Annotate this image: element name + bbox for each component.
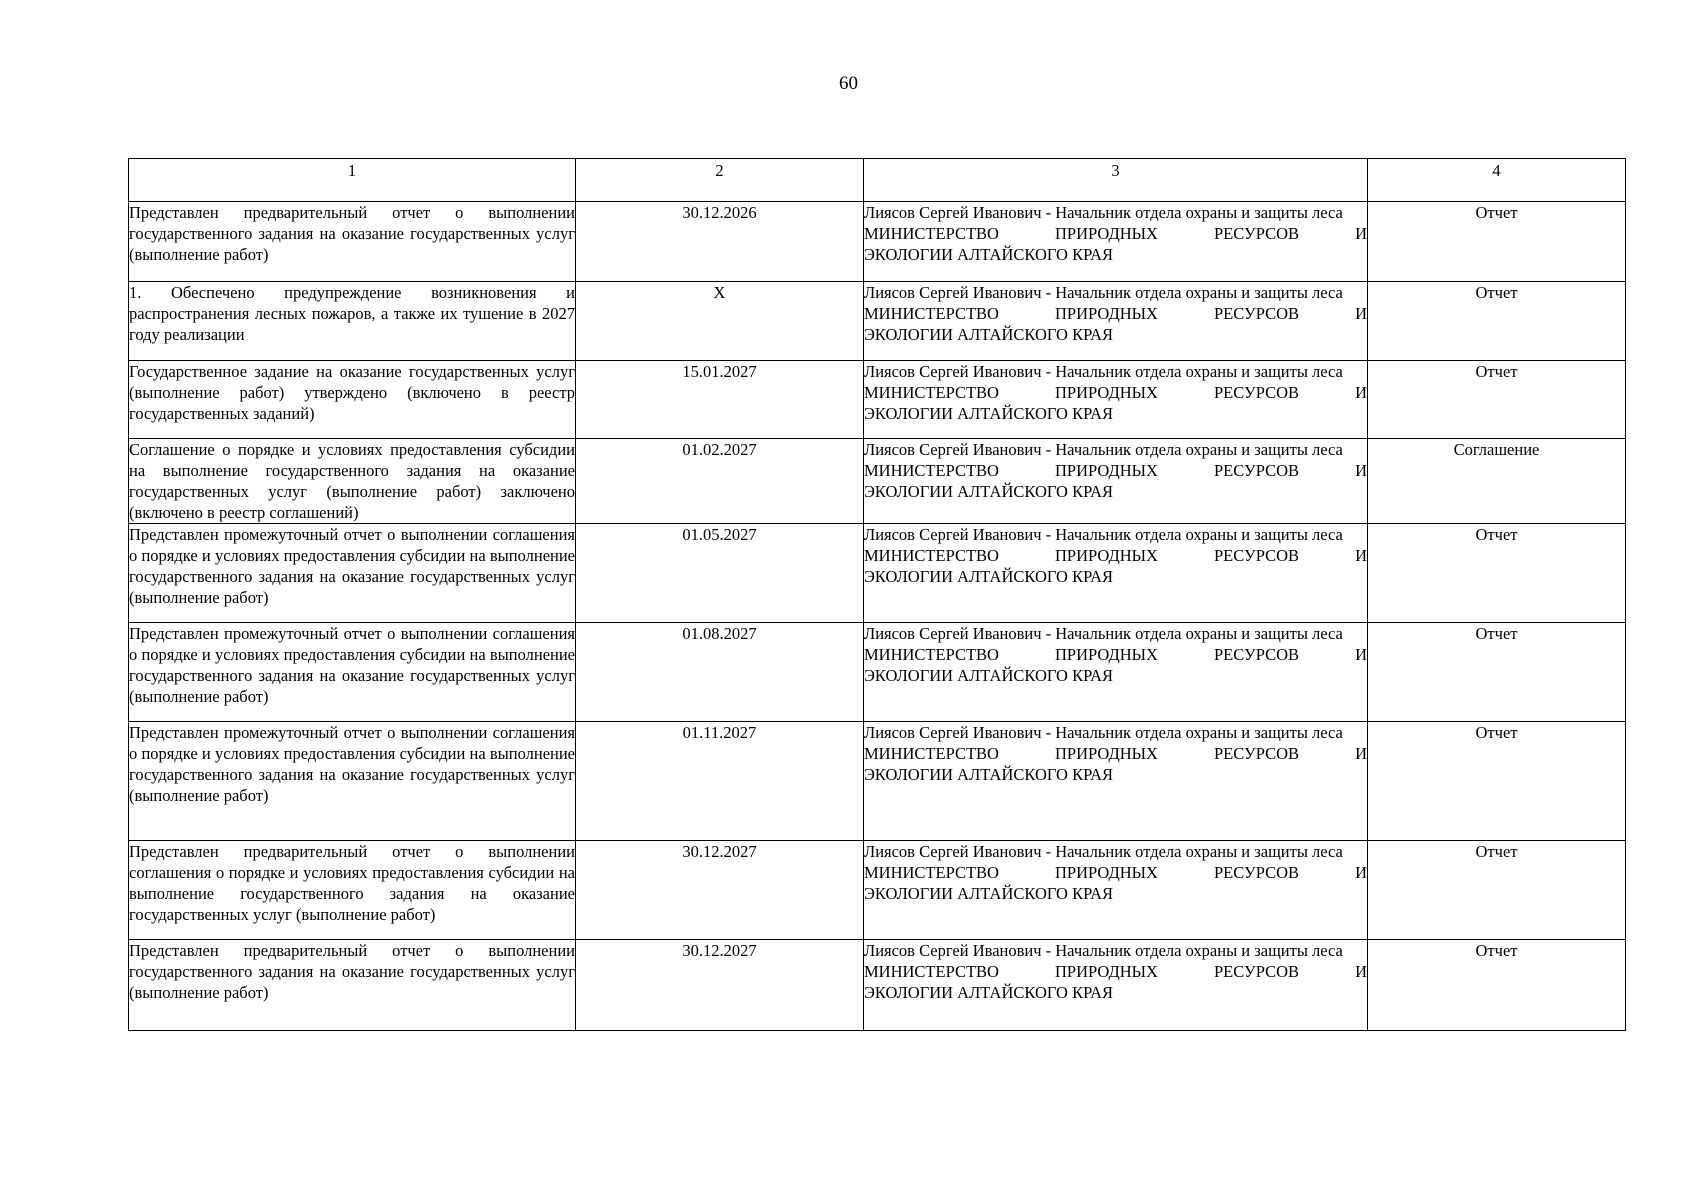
organization-word: РЕСУРСОВ — [1214, 962, 1300, 981]
organization-word: И — [1355, 863, 1367, 882]
organization-word: ПРИРОДНЫХ — [1055, 863, 1158, 882]
table-row — [129, 282, 1626, 361]
organization-line-2: ЭКОЛОГИИ АЛТАЙСКОГО КРАЯ — [864, 567, 1114, 586]
responsible-person-cell — [864, 282, 1368, 361]
deadline-date-cell: X — [576, 282, 864, 361]
result-type-cell: Отчет — [1368, 282, 1626, 361]
event-description-cell: Соглашение о порядке и условиях предоставления субсидии на выполнение государственного задания на оказание государственных услуг (выполнение работ) заключено (включено в реестр соглашений) — [129, 440, 575, 522]
event-description-cell: Представлен предварительный отчет о выполнении государственного задания на оказание государственных услуг (выполнение работ) — [129, 940, 576, 1031]
organization-word: МИНИСТЕРСТВО — [864, 383, 999, 402]
organization-word: И — [1355, 224, 1367, 243]
deadline-date-cell: 15.01.2027 — [576, 361, 864, 439]
column-header-4: 4 — [1368, 159, 1626, 202]
organization-word: МИНИСТЕРСТВО — [864, 962, 999, 981]
responsible-person-cell — [864, 439, 1368, 524]
responsible-organization — [864, 382, 1367, 424]
organization-line-2: ЭКОЛОГИИ АЛТАЙСКОГО КРАЯ — [864, 666, 1114, 685]
organization-line-2: ЭКОЛОГИИ АЛТАЙСКОГО КРАЯ — [864, 983, 1114, 1002]
event-description-cell: Представлен промежуточный отчет о выполнении соглашения о порядке и условиях предоставления субсидии на выполнение государственного задания на оказание государственных услуг (выполнение работ) — [129, 722, 576, 841]
event-description-cell: Государственное задание на оказание государственных услуг (выполнение работ) утверждено (включено в реестр государственных заданий) — [129, 361, 576, 439]
responsible-person-name: Лиясов Сергей Иванович - Начальник отдела охраны и защиты леса — [864, 525, 1343, 544]
organization-word: МИНИСТЕРСТВО — [864, 645, 999, 664]
organization-word: МИНИСТЕРСТВО — [864, 744, 999, 763]
organization-word: И — [1355, 645, 1367, 664]
organization-word: ПРИРОДНЫХ — [1055, 962, 1158, 981]
responsible-person-name: Лиясов Сергей Иванович - Начальник отдела охраны и защиты леса — [864, 440, 1343, 459]
table-header-row — [129, 159, 1626, 202]
responsible-organization — [864, 743, 1367, 785]
organization-word: РЕСУРСОВ — [1214, 304, 1300, 323]
result-type-cell: Соглашение — [1368, 439, 1626, 524]
deadline-date-cell: 01.05.2027 — [576, 524, 864, 623]
deadline-date-cell: 30.12.2027 — [576, 940, 864, 1031]
organization-word: МИНИСТЕРСТВО — [864, 546, 999, 565]
deadline-date-cell: 01.11.2027 — [576, 722, 864, 841]
responsible-person-cell — [864, 940, 1368, 1031]
responsible-organization — [864, 460, 1367, 502]
organization-word: РЕСУРСОВ — [1214, 224, 1300, 243]
organization-line-2: ЭКОЛОГИИ АЛТАЙСКОГО КРАЯ — [864, 765, 1114, 784]
organization-word: ПРИРОДНЫХ — [1055, 546, 1158, 565]
organization-line-2: ЭКОЛОГИИ АЛТАЙСКОГО КРАЯ — [864, 482, 1114, 501]
responsible-person-name: Лиясов Сергей Иванович - Начальник отдела охраны и защиты леса — [864, 941, 1343, 960]
organization-word: ПРИРОДНЫХ — [1055, 383, 1158, 402]
organization-word: РЕСУРСОВ — [1214, 461, 1300, 480]
responsible-person-cell — [864, 524, 1368, 623]
table-row — [129, 524, 1626, 623]
organization-word: ПРИРОДНЫХ — [1055, 744, 1158, 763]
responsible-person-name: Лиясов Сергей Иванович - Начальник отдела охраны и защиты леса — [864, 362, 1343, 381]
organization-word: ПРИРОДНЫХ — [1055, 224, 1158, 243]
organization-word: И — [1355, 461, 1367, 480]
table-row — [129, 439, 1626, 524]
organization-word: И — [1355, 744, 1367, 763]
responsible-person-cell — [864, 361, 1368, 439]
result-type-cell: Отчет — [1368, 940, 1626, 1031]
organization-word: МИНИСТЕРСТВО — [864, 224, 999, 243]
result-type-cell: Отчет — [1368, 623, 1626, 722]
event-description-cell: 1. Обеспечено предупреждение возникновения и распространения лесных пожаров, а также их тушение в 2027 году реализации — [129, 282, 576, 361]
table-row — [129, 623, 1626, 722]
organization-word: РЕСУРСОВ — [1214, 744, 1300, 763]
organization-word: И — [1355, 383, 1367, 402]
organization-word: МИНИСТЕРСТВО — [864, 863, 999, 882]
result-type-cell: Отчет — [1368, 722, 1626, 841]
responsible-person-cell — [864, 202, 1368, 282]
organization-word: РЕСУРСОВ — [1214, 546, 1300, 565]
event-description-cell: Представлен предварительный отчет о выполнении государственного задания на оказание государственных услуг (выполнение работ) — [129, 202, 576, 282]
column-header-2: 2 — [576, 159, 864, 202]
responsible-organization — [864, 545, 1367, 587]
organization-word: И — [1355, 304, 1367, 323]
event-description-cell: Представлен промежуточный отчет о выполнении соглашения о порядке и условиях предоставления субсидии на выполнение государственного задания на оказание государственных услуг (выполнение работ) — [129, 623, 576, 722]
responsible-person-name: Лиясов Сергей Иванович - Начальник отдела охраны и защиты леса — [864, 283, 1343, 302]
result-type-cell: Отчет — [1368, 524, 1626, 623]
responsible-person-name: Лиясов Сергей Иванович - Начальник отдела охраны и защиты леса — [864, 203, 1343, 222]
responsible-organization — [864, 961, 1367, 1003]
organization-word: РЕСУРСОВ — [1214, 863, 1300, 882]
result-type-cell: Отчет — [1368, 202, 1626, 282]
responsible-organization — [864, 223, 1367, 265]
table-row — [129, 841, 1626, 940]
organization-word: ПРИРОДНЫХ — [1055, 645, 1158, 664]
deadline-date-cell: 01.08.2027 — [576, 623, 864, 722]
column-header-1: 1 — [129, 159, 576, 202]
organization-line-2: ЭКОЛОГИИ АЛТАЙСКОГО КРАЯ — [864, 404, 1114, 423]
organization-word: РЕСУРСОВ — [1214, 645, 1300, 664]
table-row — [129, 940, 1626, 1031]
responsible-person-cell — [864, 722, 1368, 841]
table-row — [129, 361, 1626, 439]
responsible-person-cell — [864, 623, 1368, 722]
organization-word: МИНИСТЕРСТВО — [864, 461, 999, 480]
responsible-organization — [864, 303, 1367, 345]
table-row — [129, 722, 1626, 841]
deadline-date-cell: 30.12.2026 — [576, 202, 864, 282]
deadline-date-cell: 30.12.2027 — [576, 841, 864, 940]
responsible-person-name: Лиясов Сергей Иванович - Начальник отдела охраны и защиты леса — [864, 723, 1343, 742]
organization-word: МИНИСТЕРСТВО — [864, 304, 999, 323]
result-type-cell: Отчет — [1368, 361, 1626, 439]
deadline-date-cell: 01.02.2027 — [576, 439, 864, 524]
schedule-table — [128, 158, 1626, 1031]
responsible-organization — [864, 862, 1367, 904]
organization-word: И — [1355, 546, 1367, 565]
organization-word: ПРИРОДНЫХ — [1055, 304, 1158, 323]
responsible-organization — [864, 644, 1367, 686]
organization-word: ПРИРОДНЫХ — [1055, 461, 1158, 480]
result-type-cell: Отчет — [1368, 841, 1626, 940]
event-description-cell: Представлен промежуточный отчет о выполнении соглашения о порядке и условиях предоставления субсидии на выполнение государственного задания на оказание государственных услуг (выполнение работ) — [129, 524, 576, 623]
organization-word: РЕСУРСОВ — [1214, 383, 1300, 402]
organization-word: И — [1355, 962, 1367, 981]
organization-line-2: ЭКОЛОГИИ АЛТАЙСКОГО КРАЯ — [864, 245, 1114, 264]
page-number: 60 — [839, 73, 858, 94]
organization-line-2: ЭКОЛОГИИ АЛТАЙСКОГО КРАЯ — [864, 325, 1114, 344]
responsible-person-cell — [864, 841, 1368, 940]
organization-line-2: ЭКОЛОГИИ АЛТАЙСКОГО КРАЯ — [864, 884, 1114, 903]
column-header-3: 3 — [864, 159, 1368, 202]
table-row — [129, 202, 1626, 282]
responsible-person-name: Лиясов Сергей Иванович - Начальник отдела охраны и защиты леса — [864, 624, 1343, 643]
event-description-cell: Представлен предварительный отчет о выполнении соглашения о порядке и условиях предоставления субсидии на выполнение государственного задания на оказание государственных услуг (выполнение работ) — [129, 841, 576, 940]
responsible-person-name: Лиясов Сергей Иванович - Начальник отдела охраны и защиты леса — [864, 842, 1343, 861]
